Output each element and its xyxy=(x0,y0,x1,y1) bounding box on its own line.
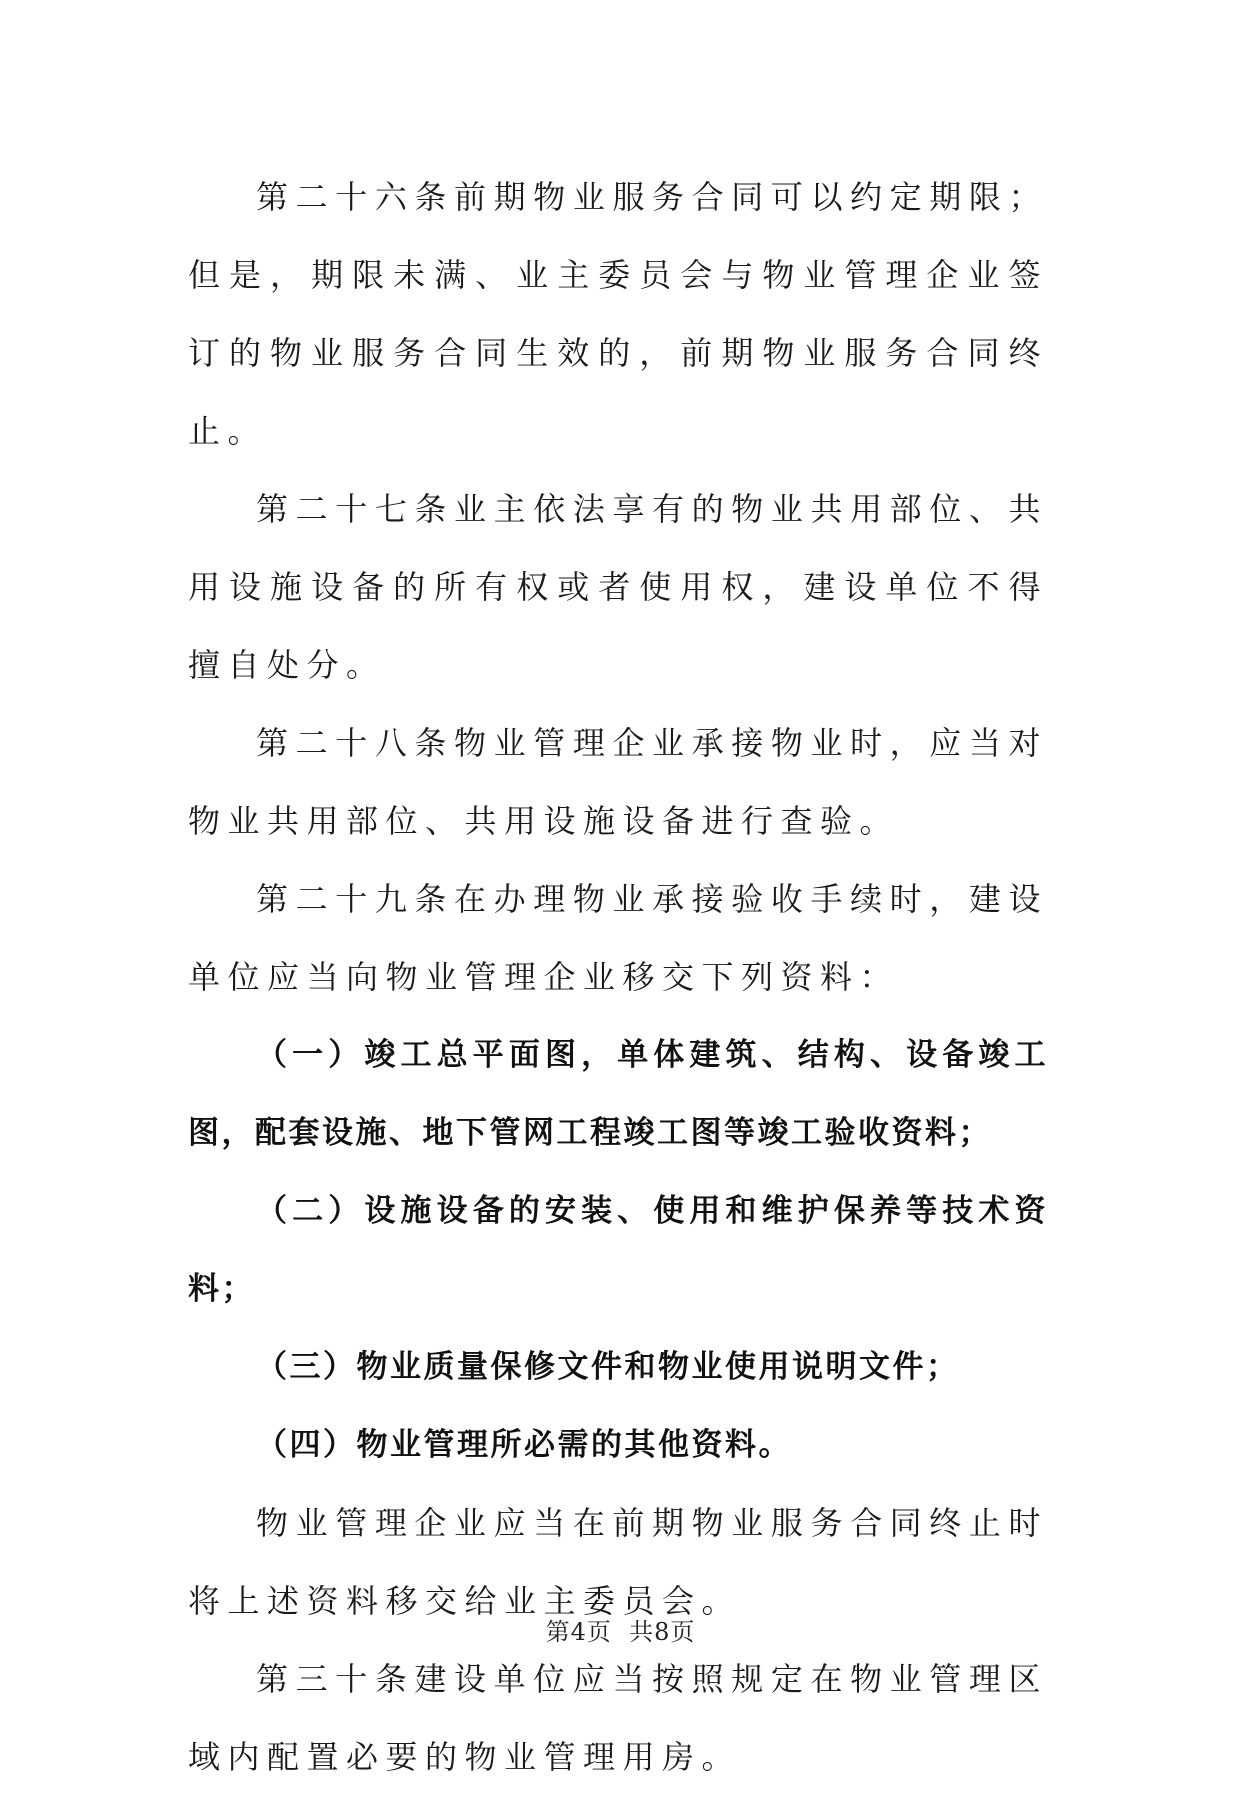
paragraph-handover-note: 物业管理企业应当在前期物业服务合同终止时将上述资料移交给业主委员会。 xyxy=(188,1504,1048,1620)
page-total: 共8页 xyxy=(629,1618,696,1646)
list-item-1: （一）竣工总平面图，单体建筑、结构、设备竣工图，配套设施、地下管网工程竣工图等竣工验收资料； xyxy=(188,1037,1048,1151)
paragraph-article-29: 第二十九条在办理物业承接验收手续时，建设单位应当向物业管理企业移交下列资料： xyxy=(188,880,1048,996)
page-footer xyxy=(0,1612,1241,1647)
list-item-3: （三）物业质量保修文件和物业使用说明文件； xyxy=(256,1349,960,1385)
paragraph-article-30: 第三十条建设单位应当按照规定在物业管理区域内配置必要的物业管理用房。 xyxy=(188,1660,1048,1776)
document-body xyxy=(188,158,1048,1796)
paragraph-article-28: 第二十八条物业管理企业承接物业时，应当对物业共用部位、共用设施设备进行查验。 xyxy=(188,724,1048,840)
list-item-2: （二）设施设备的安装、使用和维护保养等技术资料； xyxy=(188,1193,1048,1307)
paragraph-article-27: 第二十七条业主依法享有的物业共用部位、共用设施设备的所有权或者使用权，建设单位不得擅自处分。 xyxy=(188,490,1048,684)
paragraph-article-26: 第二十六条前期物业服务合同可以约定期限；但是，期限未满、业主委员会与物业管理企业签订的物业服务合同生效的，前期物业服务合同终止。 xyxy=(188,178,1048,450)
list-item-4: （四）物业管理所必需的其他资料。 xyxy=(256,1427,792,1463)
page-number: 第4页 xyxy=(545,1618,612,1646)
